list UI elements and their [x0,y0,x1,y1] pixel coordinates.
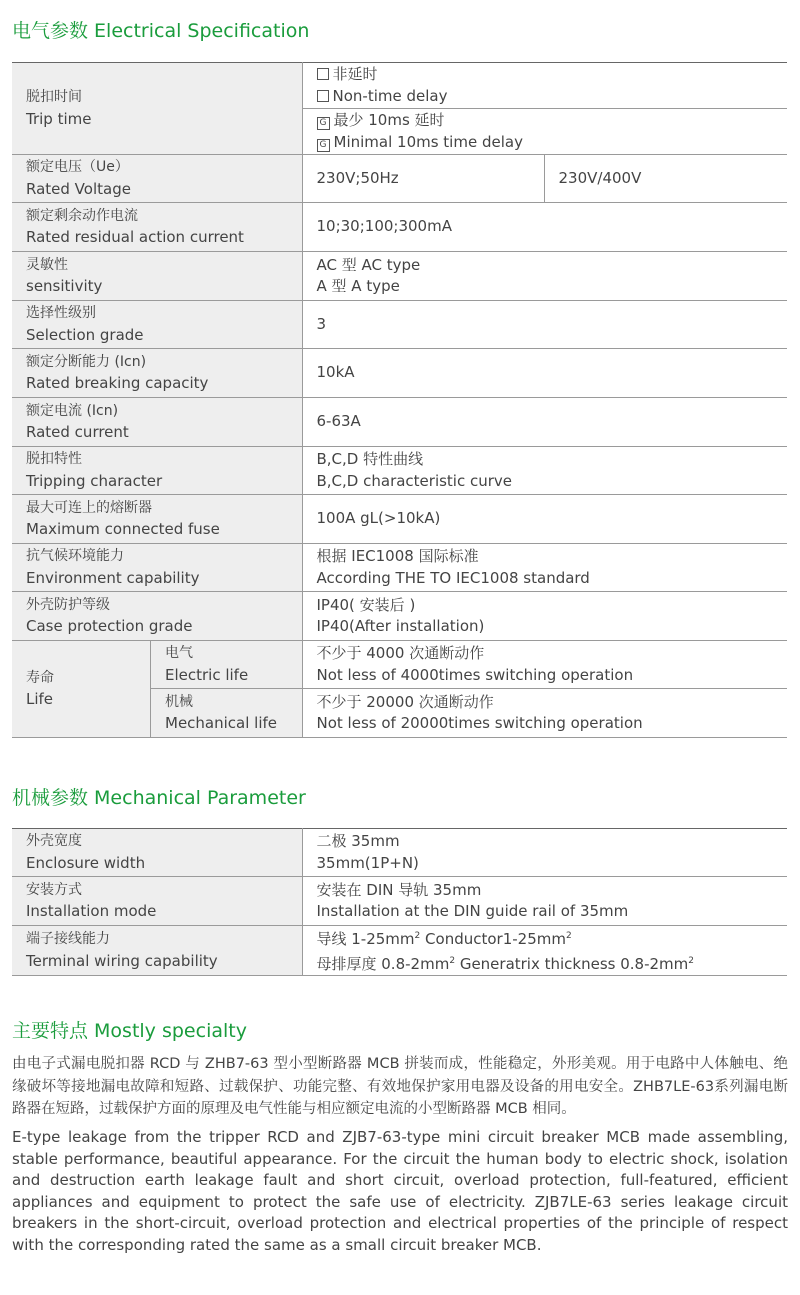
life-values: 不少于 4000 次通断动作 Not less of 4000times switching operation 不少于 20000 次通断动作 Not less of 20000times switching operation [302,641,787,738]
specialty-en-paragraph: E-type leakage from the tripper RCD and ZJB7-63-type mini circuit breaker MCB made assembling, stable performance, beautiful appearance. For the circuit the human body to electric shock, isolation and destruction earth leakage fault and short circuit, overload protection, full-featured, efficient appliances and equipment to protect the safe use of electricity. ZJB7LE-63 series leakage circuit breakers in the short-circuit, overload protection and electrical properties of the principle of respect with the corresponding rated the same as a small circuit breaker MCB. [12,1128,788,1254]
trip-time-option-1: 非延时 Non-time delay [302,63,787,109]
case-protection-value: IP40( 安装后 ) IP40(After installation) [302,592,787,641]
installation-mode-value: 安装在 DIN 导轨 35mm Installation at the DIN guide rail of 35mm [302,877,787,926]
table-row-enclosure-width: 外壳宽度 Enclosure width 二极 35mm 35mm(1P+N) [12,829,787,877]
table-row-selection-grade: 选择性级别 Selection grade 3 [12,301,787,349]
rated-voltage-value-b: 230V/400V [544,155,787,203]
environment-value: 根据 IEC1008 国际标准 According THE TO IEC1008 standard [302,544,787,592]
electrical-spec-table [12,62,787,738]
checkbox-icon [317,90,329,102]
rated-voltage-value-a: 230V;50Hz [302,155,544,203]
table-row-max-fuse: 最大可连上的熔断器 Maximum connected fuse 100A gL(>10kA) [12,495,787,544]
selection-grade-value: 3 [302,301,787,349]
mechanical-spec-table [12,828,787,976]
table-row-rated-current: 额定电流 (Icn) Rated current 6-63A [12,398,787,447]
table-row-life [12,641,787,738]
sensitivity-value: AC 型 AC type A 型 A type [302,252,787,301]
table-row-case-protection: 外壳防护等级 Case protection grade IP40( 安装后 ) IP40(After installation) [12,592,787,641]
specialty-cn-paragraph: 由电子式漏电脱扣器 RCD 与 ZHB7-63 型小型断路器 MCB 拼装而成，性能稳定，外形美观。用于电路中人体触电、绝缘破坏等接地漏电故障和短路、过载保护、功能完整、有效地保护家用电器及设备的用电安全。ZHB7LE-63系列漏电断路器在短路，过载保护方面的原理及电气性能与相应额定电流的小型断路器 MCB 相同。 [12,1056,788,1117]
table-row-sensitivity: 灵敏性 sensitivity AC 型 AC type A 型 A type [12,252,787,301]
g-box-icon: G [317,139,330,152]
breaking-capacity-value: 10kA [302,349,787,398]
g-box-icon: G [317,117,330,130]
tripping-character-value: B,C,D 特性曲线 B,C,D characteristic curve [302,447,787,495]
table-row-environment: 抗气候环境能力 Environment capability 根据 IEC1008 国际标准 According THE TO IEC1008 standard [12,544,787,592]
table-row-installation-mode: 安装方式 Installation mode 安装在 DIN 导轨 35mm Installation at the DIN guide rail of 35mm [12,877,787,926]
mechanical-section-title: 机械参数 Mechanical Parameter [12,787,306,809]
table-row-tripping-character: 脱扣特性 Tripping character B,C,D 特性曲线 B,C,D characteristic curve [12,447,787,495]
trip-time-option-2: G 最少 10ms 延时 G Minimal 10ms time delay [302,109,787,155]
electrical-section-title: 电气参数 Electrical Specification [12,20,310,42]
rated-current-value: 6-63A [302,398,787,447]
checkbox-icon [317,68,329,80]
life-label: 寿命 Life 电气 Electric life 机械 Mechanical life [12,641,302,738]
table-row-residual-current: 额定剩余动作电流 Rated residual action current 10;30;100;300mA [12,203,787,252]
table-row-breaking-capacity: 额定分断能力 (Icn) Rated breaking capacity 10kA [12,349,787,398]
table-row-terminal-wiring: 端子接线能力 Terminal wiring capability 导线 $1-25mm^2$ $Conductor1-25mm^2$ 母排厚度 $0.8-2mm^2$ Generatrix thickness $0.8-2mm^2$ [12,926,787,976]
residual-current-value: 10;30;100;300mA [302,203,787,252]
enclosure-width-value: 二极 35mm 35mm(1P+N) [302,829,787,877]
trip-time-label: 脱扣时间 Trip time [12,63,302,155]
table-row-trip-time [12,63,787,109]
table-row-rated-voltage: 额定电压（Ue） Rated Voltage 230V;50Hz 230V/400V [12,155,787,203]
specialty-section-title: 主要特点 Mostly specialty [12,1020,247,1042]
terminal-wiring-value: 导线 $1-25mm^2$ $Conductor1-25mm^2$ 母排厚度 $0.8-2mm^2$ Generatrix thickness $0.8-2mm^2$ [302,926,787,976]
max-fuse-value: 100A gL(>10kA) [302,495,787,544]
